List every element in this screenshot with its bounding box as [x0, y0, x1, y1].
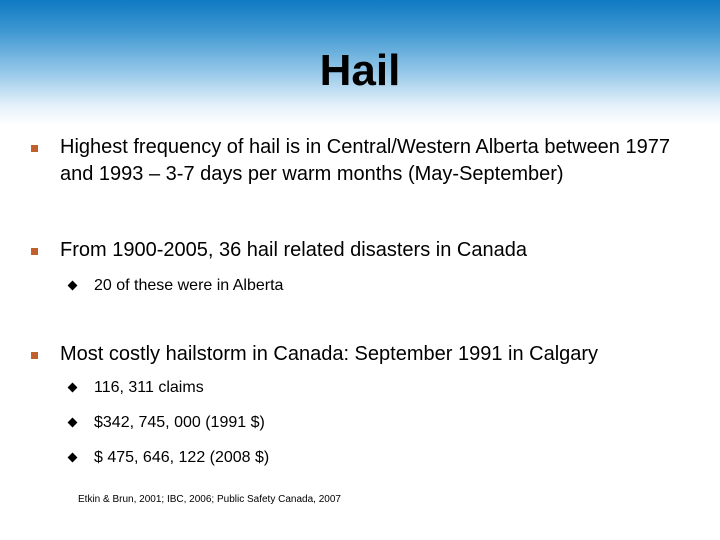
sub-bullet-3-2: [66, 412, 666, 434]
sub-bullet-text: $342, 745, 000 (1991 $): [94, 414, 265, 431]
diamond-bullet-icon: [68, 281, 78, 291]
square-bullet-icon: [31, 352, 38, 359]
source-citation: Etkin & Brun, 2001; IBC, 2006; Public Safety Canada, 2007: [78, 494, 341, 505]
diamond-bullet-icon: [68, 418, 78, 428]
bullet-text-2: From 1900-2005, 36 hail related disasters in Canada: [60, 239, 527, 261]
bullet-text-3: Most costly hailstorm in Canada: September 1991 in Calgary: [60, 343, 599, 365]
sub-bullet-2-1: [66, 275, 666, 297]
diamond-bullet-icon: [68, 383, 78, 393]
bullet-text-1: Highest frequency of hail is in Central/Western Alberta between 1977 and 1993 – 3-7 days per warm months (May-September): [60, 136, 670, 185]
sub-bullet-3-1: [66, 377, 666, 399]
slide-title: Hail: [319, 46, 401, 95]
sub-bullet-text: 20 of these were in Alberta: [94, 277, 284, 294]
bullet-item-2: [31, 237, 691, 264]
bullet-item-1: [31, 134, 691, 188]
sub-bullet-text: $ 475, 646, 122 (2008 $): [94, 449, 270, 466]
square-bullet-icon: [31, 248, 38, 255]
bullet-item-3: [31, 341, 691, 368]
sub-bullet-3-3: [66, 447, 666, 469]
square-bullet-icon: [31, 145, 38, 152]
diamond-bullet-icon: [68, 453, 78, 463]
sub-bullet-text: 116, 311 claims: [94, 379, 204, 396]
